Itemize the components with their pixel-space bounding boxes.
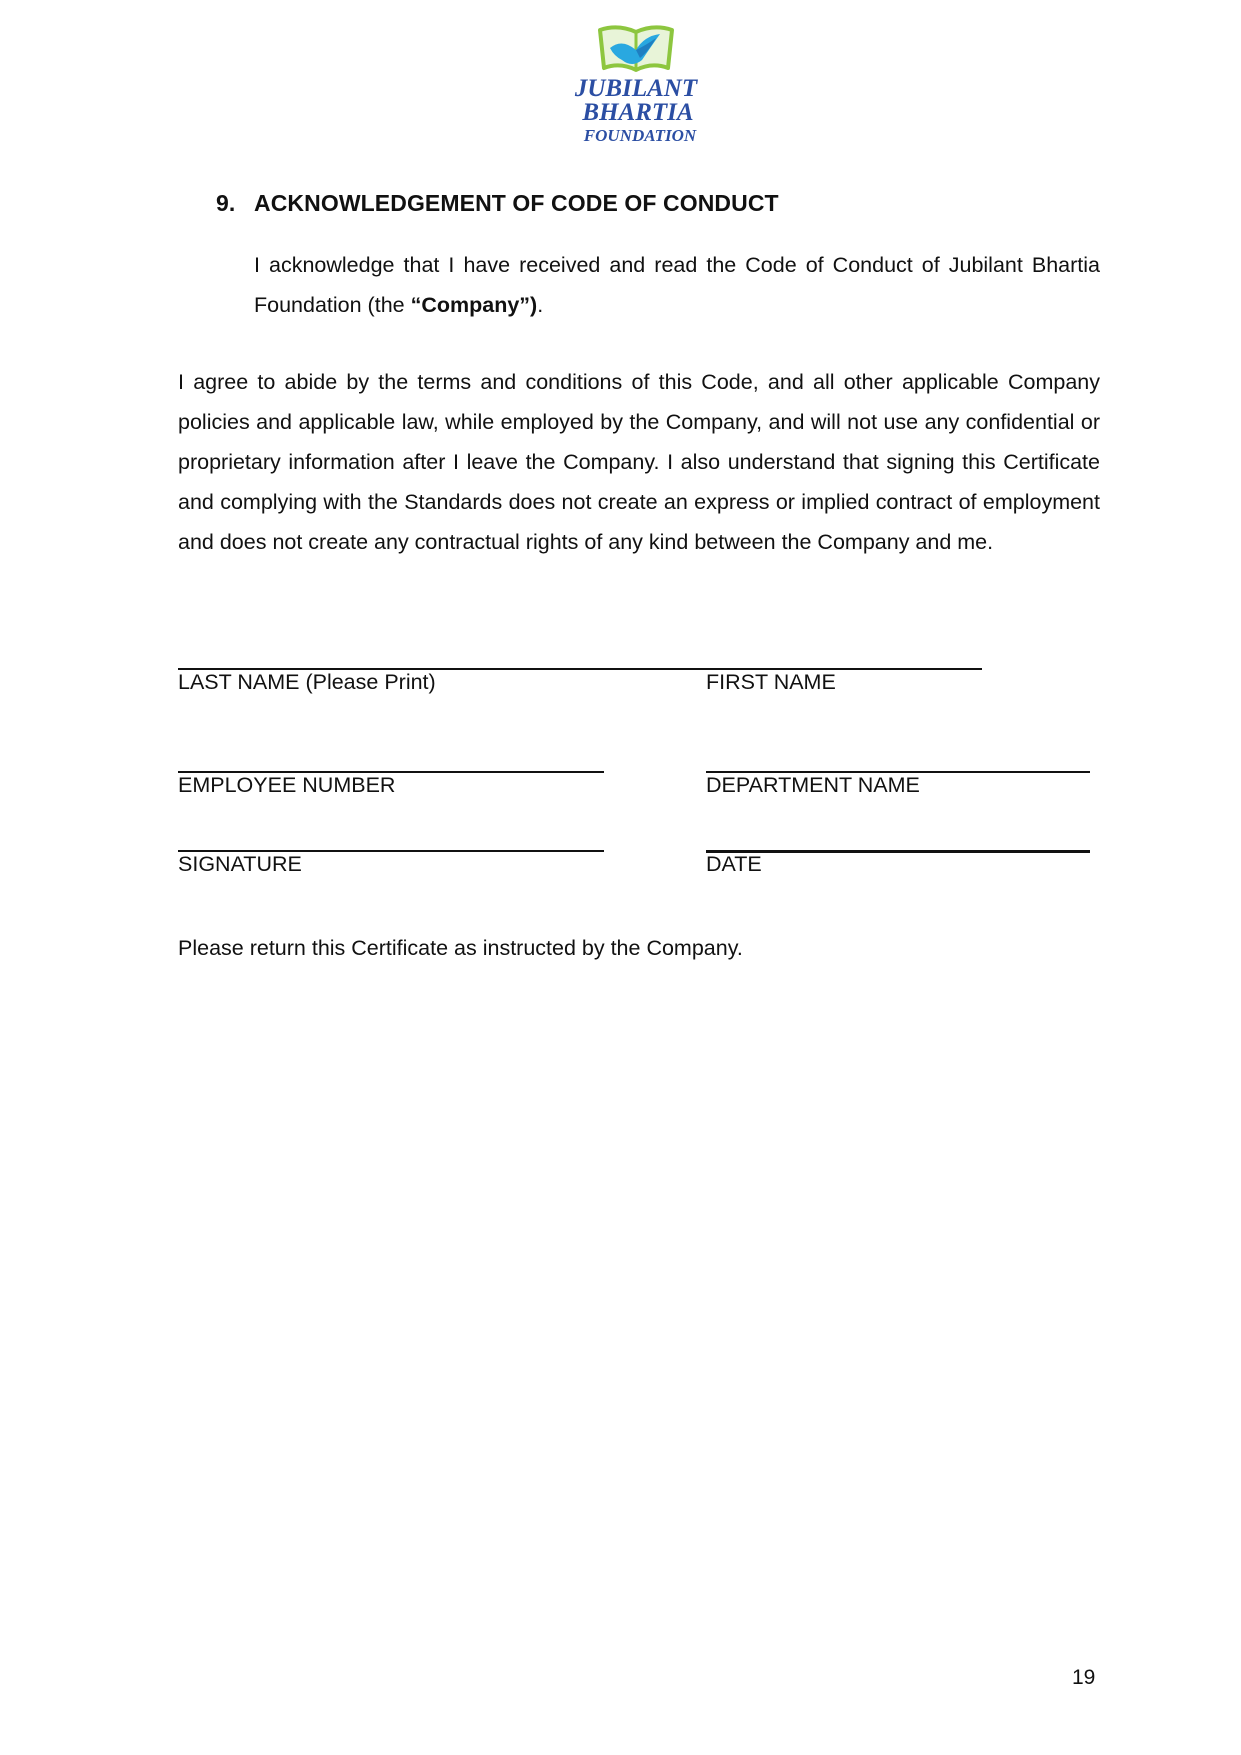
- signature-label: SIGNATURE: [178, 852, 302, 876]
- date-label: DATE: [706, 852, 762, 876]
- first-name-label: FIRST NAME: [706, 670, 836, 694]
- section-heading: [216, 190, 779, 217]
- acknowledgement-text: I acknowledge that I have received and read the Code of Conduct of Jubilant Bhartia Foundation (the: [254, 253, 1100, 317]
- return-instruction: Please return this Certificate as instructed by the Company.: [178, 936, 743, 960]
- page-number: 19: [1072, 1666, 1096, 1689]
- logo-text-line1: JUBILANT: [574, 75, 698, 102]
- logo-text-line3: FOUNDATION: [583, 126, 697, 145]
- employee-number-label: EMPLOYEE NUMBER: [178, 773, 396, 797]
- department-name-label: DEPARTMENT NAME: [706, 773, 920, 797]
- acknowledgement-end: .: [537, 293, 544, 317]
- last-name-label: LAST NAME (Please Print): [178, 670, 436, 694]
- section-title: ACKNOWLEDGEMENT OF CODE OF CONDUCT: [254, 190, 779, 216]
- company-term: “Company”): [410, 293, 538, 317]
- section-number: 9.: [216, 190, 236, 216]
- book-bird-logo-icon: [552, 8, 720, 160]
- foundation-logo: [552, 8, 720, 160]
- date-line[interactable]: [706, 850, 1090, 853]
- agreement-paragraph: I agree to abide by the terms and conditions of this Code, and all other applicable Company policies and applicable law, while employed by the Company, and will not use any confidential or proprietary information after I leave the Company. I also understand that signing this Certificate and complying with the Standards does not create an express or implied contract of employment and does not create any contractual rights of any kind between the Company and me.: [178, 370, 1100, 554]
- acknowledgement-paragraph: [254, 245, 1100, 325]
- logo-text-line2: BHARTIA: [582, 99, 694, 126]
